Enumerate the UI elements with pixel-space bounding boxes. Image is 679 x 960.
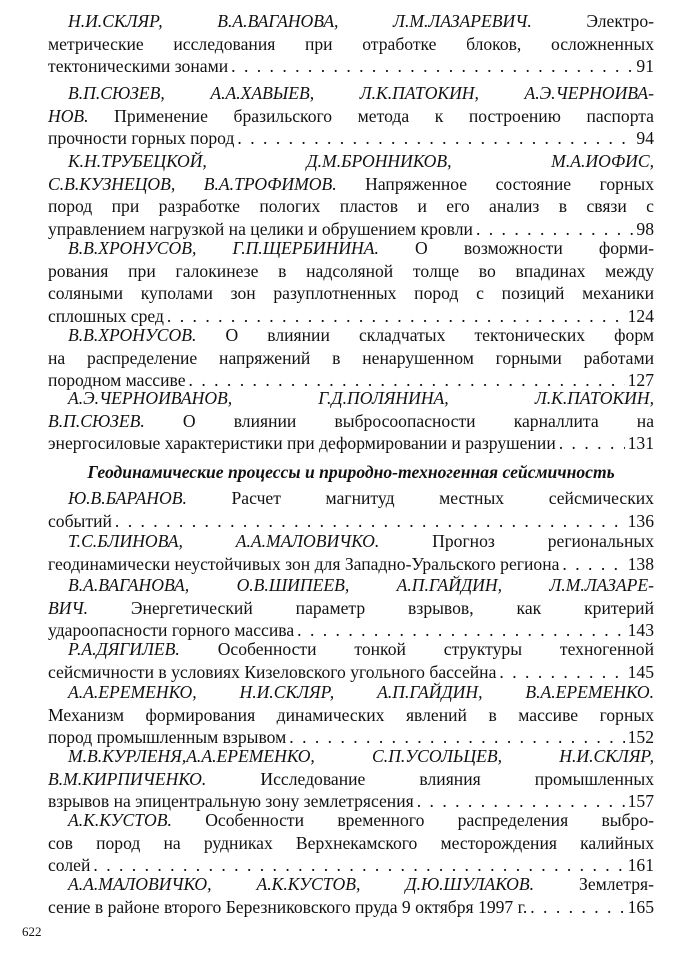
entry-authors: А.Э.ЧЕРНОИВАНОВ, Г.Д.ПОЛЯНИНА, Л.К.ПАТОКИН, (68, 388, 654, 408)
entry-authors: Ю.В.БАРАНОВ. (68, 488, 187, 508)
entry-last-line: породном массиве . . . 127 (48, 369, 654, 392)
entry-line: НОВ. Применение бразильского метода к построению паспорта (48, 105, 654, 126)
entry-last-line: солей . . . 161 (48, 854, 654, 877)
entry-authors: В.М.КИРПИЧЕНКО. (48, 768, 207, 789)
entry-line (48, 10, 654, 33)
toc-entry (48, 10, 654, 78)
entry-last-line: энергосиловые характеристики при деформировании и разрушении . . . 131 (48, 432, 654, 455)
entry-line: С.В.КУЗНЕЦОВ, В.А.ТРОФИМОВ. Напряженное состояние горных (48, 173, 654, 194)
toc-entry (48, 150, 654, 240)
entry-authors: Р.А.ДЯГИЛЕВ. (68, 639, 180, 659)
entry-line (48, 150, 654, 173)
toc-entry (48, 745, 654, 813)
entry-authors: В.В.ХРОНУСОВ. (68, 325, 197, 345)
entry-authors: Т.С.БЛИНОВА, А.А.МАЛОВИЧКО. (68, 531, 380, 551)
entry-line (48, 745, 654, 768)
toc-entry (48, 809, 654, 877)
entry-last-line: сение в районе второго Березниковского пруда 9 октября 1997 г. . . . 165 (48, 896, 654, 919)
section-heading: Геодинамические процессы и природно-техногенная сейсмичность (87, 462, 615, 482)
entry-authors: К.Н.ТРУБЕЦКОЙ, Д.М.БРОННИКОВ, М.А.ИОФИС, (68, 151, 654, 171)
entry-line: В.М.КИРПИЧЕНКО. Исследование влияния промышленных (48, 768, 655, 789)
entry-line: Р.А.ДЯГИЛЕВ. Особенности тонкой структуры техногенной (68, 639, 655, 659)
entry-page-number: 131 (627, 433, 654, 454)
entry-last-line: сплошных сред . . . 124 (48, 305, 654, 328)
toc-entry (48, 237, 654, 327)
entry-last-line: пород промышленным взрывом . . . 152 (48, 726, 654, 749)
entry-page-number: 136 (627, 510, 654, 531)
toc-entry (48, 530, 654, 575)
entry-line: Механизм формирования динамических явлений в массиве горных (48, 704, 654, 725)
entry-page-number: 94 (636, 128, 654, 149)
entry-page-number: 157 (627, 791, 654, 812)
entry-last-line: прочности горных пород . . . 94 (48, 127, 654, 150)
entry-page-number: 143 (627, 620, 654, 641)
entry-line: на распределение напряжений в ненарушенном горными работами (48, 347, 654, 368)
entry-title-part: Электро- (586, 11, 654, 31)
entry-authors: М.В.КУРЛЕНЯ,А.А.ЕРЕМЕНКО, С.П.УСОЛЬЦЕВ, Н.И.СКЛЯР, (68, 746, 654, 766)
entry-line: Ю.В.БАРАНОВ. Расчет магнитуд местных сейсмических (68, 488, 654, 508)
entry-authors: В.В.ХРОНУСОВ, Г.П.ЩЕРБИНИНА. (68, 238, 379, 258)
entry-page-number: 124 (627, 305, 654, 326)
entry-authors: А.А.ЕРЕМЕНКО, Н.И.СКЛЯР, А.П.ГАЙДИН, В.А.ЕРЕМЕНКО. (68, 682, 654, 702)
entry-authors: А.А.МАЛОВИЧКО, А.К.КУСТОВ, Д.Ю.ШУЛАКОВ. (68, 874, 534, 894)
entry-authors: В.П.СЮЗЕВ. (48, 410, 145, 431)
toc-entry (48, 574, 654, 642)
entry-last-line: удароопасности горного массива . . . 143 (48, 619, 654, 642)
entry-line: соляными куполами зон разуплотненных пород с позиций механики (48, 283, 654, 304)
entry-line: А.К.КУСТОВ. Особенности временного распределения выбро- (68, 810, 654, 830)
toc-entry (48, 681, 654, 749)
entry-page-number: 91 (636, 56, 654, 77)
entry-line: ВИЧ. Энергетический параметр взрывов, как критерий (48, 597, 654, 618)
entry-page-number: 161 (627, 855, 654, 876)
toc-entry (48, 82, 654, 150)
entry-page-number: 165 (627, 896, 654, 917)
entry-authors: ВИЧ. (48, 597, 88, 618)
entry-line: рования при галокинезе в надсоляной толще во впадинах между (48, 260, 654, 281)
entry-line (48, 82, 654, 105)
entry-line (48, 681, 654, 704)
toc-entry (48, 638, 654, 683)
entry-authors: А.К.КУСТОВ. (68, 810, 172, 830)
entry-last-line: событий . . . 136 (48, 510, 654, 533)
toc-entry (48, 324, 654, 392)
entry-authors: В.А.ВАГАНОВА, О.В.ШИПЕЕВ, А.П.ГАЙДИН, Л.М.ЛАЗАРЕ- (68, 575, 654, 595)
entry-line: Т.С.БЛИНОВА, А.А.МАЛОВИЧКО. Прогноз региональных (68, 531, 654, 551)
page-number: 622 (22, 924, 42, 939)
entry-page-number: 127 (627, 370, 654, 391)
entry-page-number: 138 (627, 553, 654, 574)
entry-line (48, 574, 654, 597)
entry-line (48, 387, 654, 410)
entry-line: сов пород на рудниках Верхнекамского месторождения калийных (48, 832, 654, 853)
entry-last-line: геодинамически неустойчивых зон для Западно-Уральского региона . . . 138 (48, 553, 654, 576)
entry-line: В.П.СЮЗЕВ. О влиянии выбросоопасности карналлита на (48, 410, 655, 431)
entry-authors: Н.И.СКЛЯР, В.А.ВАГАНОВА, Л.М.ЛАЗАРЕВИЧ. (68, 11, 532, 31)
toc-entry (48, 487, 654, 532)
entry-last-line: взрывов на эпицентральную зону землетрясения . . . 157 (48, 790, 654, 813)
entry-line: В.В.ХРОНУСОВ, Г.П.ЩЕРБИНИНА. О возможности форми- (68, 238, 654, 258)
entry-page-number: 145 (627, 661, 654, 682)
entry-last-line: тектоническими зонами . . . 91 (48, 55, 654, 78)
entry-page-number: 98 (636, 218, 654, 239)
entry-page-number: 152 (627, 727, 654, 748)
entry-line: пород при разработке пологих пластов и его анализ в связи с (48, 196, 654, 217)
toc-entry (48, 873, 654, 918)
entry-authors: НОВ. (48, 105, 89, 126)
entry-line: В.В.ХРОНУСОВ. О влиянии складчатых тектонических форм (68, 325, 654, 345)
entry-authors: В.П.СЮЗЕВ, А.А.ХАВЫЕВ, Л.К.ПАТОКИН, А.Э.ЧЕРНОИВА- (68, 83, 654, 103)
entry-line: метрические исследования при отработке блоков, осложненных (48, 33, 654, 54)
entry-line: А.А.МАЛОВИЧКО, А.К.КУСТОВ, Д.Ю.ШУЛАКОВ. Землетря- (68, 874, 654, 894)
entry-last-line: сейсмичности в условиях Кизеловского угольного бассейна . . . 145 (48, 661, 654, 684)
entry-last-line: управлением нагрузкой на целики и обрушением кровли . . . 98 (48, 218, 654, 241)
toc-entry (48, 387, 654, 455)
entry-authors: С.В.КУЗНЕЦОВ, В.А.ТРОФИМОВ. (48, 173, 337, 194)
